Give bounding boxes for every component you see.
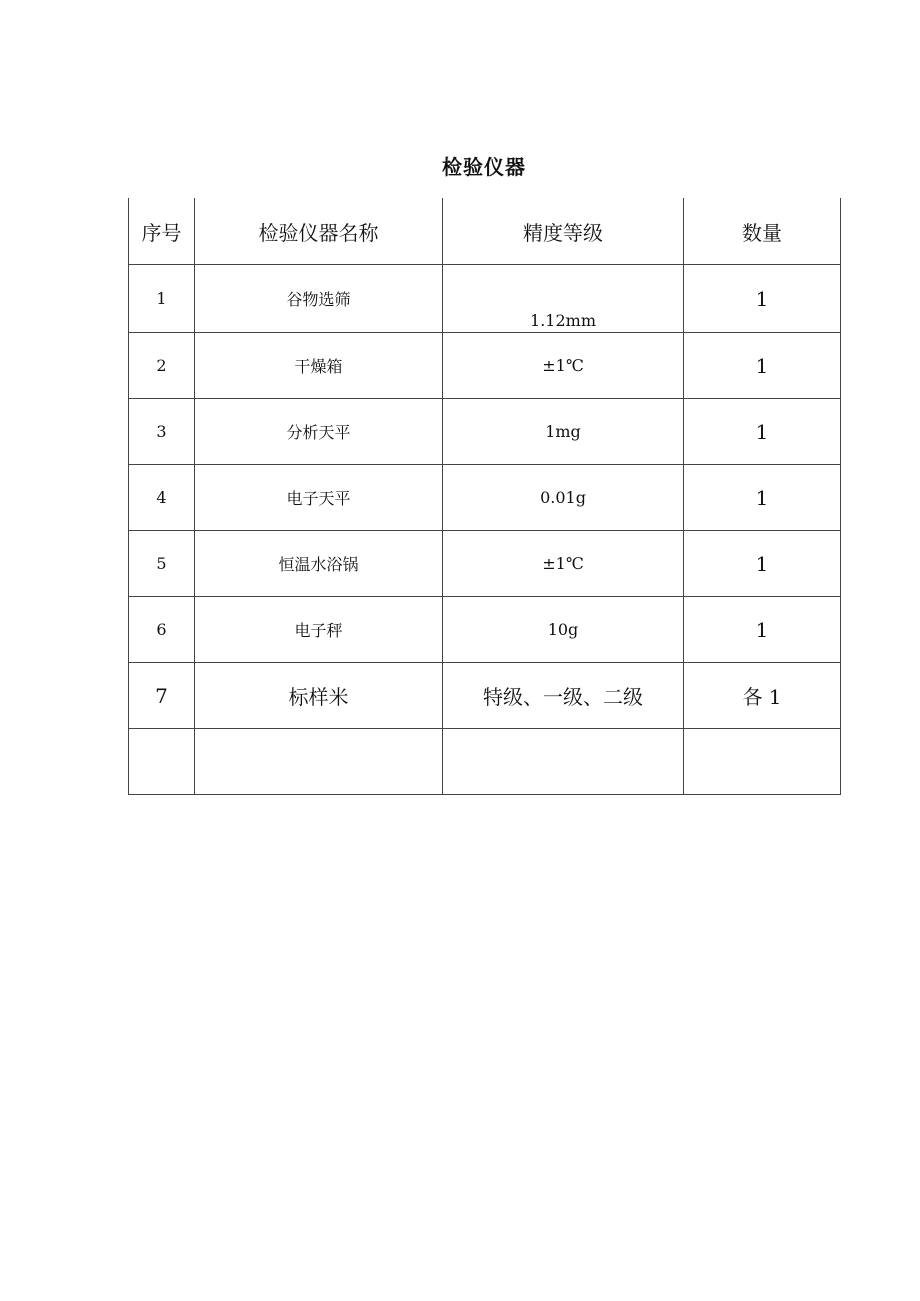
cell-no: 1 xyxy=(129,265,195,333)
table-row xyxy=(129,265,841,333)
cell-no xyxy=(129,729,195,795)
table-row-empty xyxy=(129,729,841,795)
cell-precision: ±1℃ xyxy=(443,531,684,597)
cell-quantity: 1 xyxy=(684,399,841,465)
table-row xyxy=(129,597,841,663)
cell-no: 6 xyxy=(129,597,195,663)
cell-quantity: 1 xyxy=(684,333,841,399)
cell-quantity: 1 xyxy=(684,597,841,663)
header-no: 序号 xyxy=(129,198,195,265)
cell-name: 恒温水浴锅 xyxy=(195,531,443,597)
header-quantity: 数量 xyxy=(684,198,841,265)
cell-name: 电子天平 xyxy=(195,465,443,531)
cell-precision: 10g xyxy=(443,597,684,663)
table-row xyxy=(129,663,841,729)
cell-quantity: 1 xyxy=(684,265,841,333)
cell-no: 5 xyxy=(129,531,195,597)
cell-name xyxy=(195,729,443,795)
cell-name: 谷物选筛 xyxy=(195,265,443,333)
cell-precision: 0.01g xyxy=(443,465,684,531)
cell-quantity: 1 xyxy=(684,531,841,597)
table-header-row xyxy=(129,198,841,265)
cell-no: 7 xyxy=(129,663,195,729)
header-precision: 精度等级 xyxy=(443,198,684,265)
cell-name: 标样米 xyxy=(195,663,443,729)
cell-precision: 特级、一级、二级 xyxy=(443,663,684,729)
document-title: 检验仪器 xyxy=(442,155,526,179)
cell-name: 干燥箱 xyxy=(195,333,443,399)
table-row xyxy=(129,333,841,399)
header-name: 检验仪器名称 xyxy=(195,198,443,265)
cell-name: 分析天平 xyxy=(195,399,443,465)
cell-name: 电子秤 xyxy=(195,597,443,663)
cell-precision xyxy=(443,729,684,795)
cell-quantity: 各 1 xyxy=(684,663,841,729)
cell-no: 3 xyxy=(129,399,195,465)
cell-quantity: 1 xyxy=(684,465,841,531)
cell-precision: ±1℃ xyxy=(443,333,684,399)
cell-precision: 1mg xyxy=(443,399,684,465)
cell-quantity xyxy=(684,729,841,795)
table-row xyxy=(129,531,841,597)
table-row xyxy=(129,465,841,531)
instrument-table xyxy=(128,198,841,795)
table-row xyxy=(129,399,841,465)
cell-precision: 1.12mm xyxy=(443,265,684,333)
cell-no: 4 xyxy=(129,465,195,531)
cell-no: 2 xyxy=(129,333,195,399)
